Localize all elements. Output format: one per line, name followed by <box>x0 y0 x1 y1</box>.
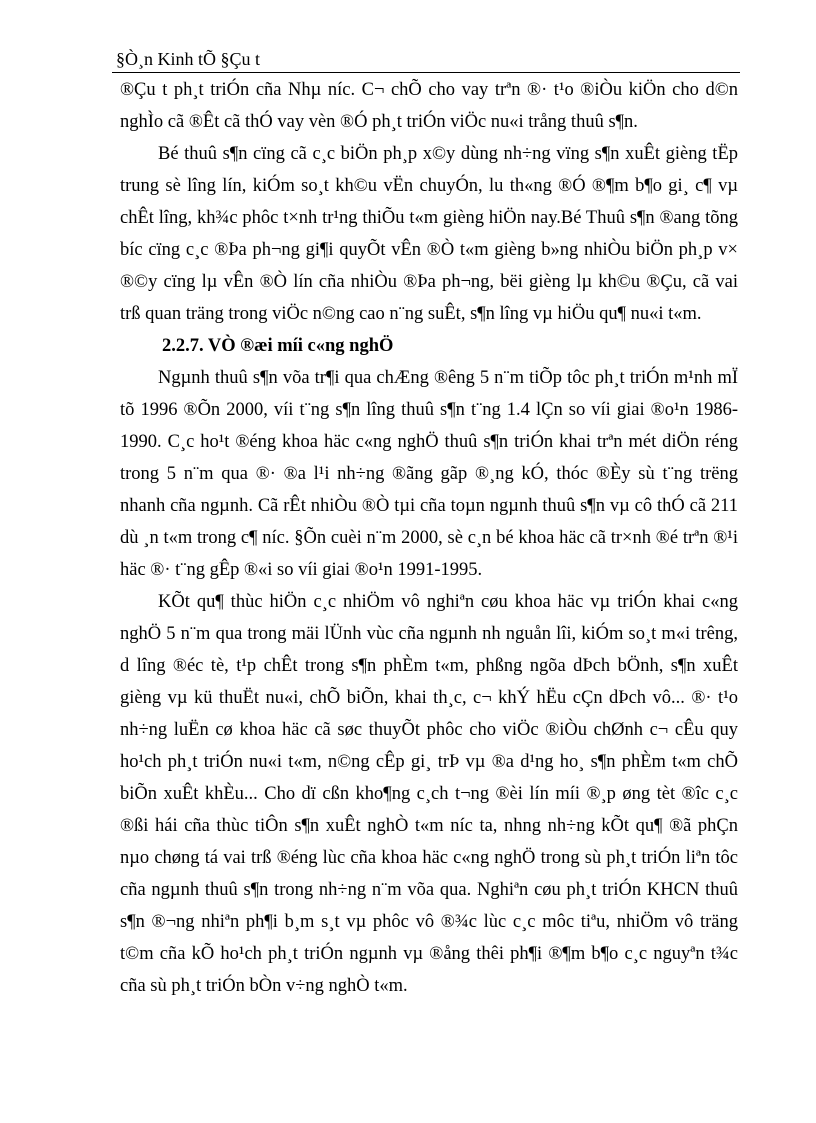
paragraph-breeding-program: Bé thuû s¶n cïng cã c¸c biÖn ph¸p x©y dùng nh÷ng vïng s¶n xuÊt gièng tËp trung sè lîng lín, kiÓm so¸t kh©u vËn chuyÓn, lu th«ng ®Ó ®¶m b¶o gi¸ c¶ vµ chÊt lîng, kh¾c phôc t×nh tr¹ng thiÕu t«m gièng hiÖn nay.Bé Thuû s¶n ®ang tõng bíc cïng c¸c ®Þa ph¬ng gi¶i quyÕt vÊn ®Ò t«m gièng b»ng nhiÒu biÖn ph¸p v× ®©y cïng lµ vÊn ®Ò lín cña nhiÒu ®Þa ph¬ng, bëi gièng lµ kh©u ®Çu, cã vai trß quan träng trong viÖc n©ng cao n¨ng suÊt, s¶n lîng vµ hiÖu qu¶ nu«i t«m. <box>120 144 738 324</box>
section-heading: 2.2.7. VÒ ®æi míi c«ng nghÖ <box>162 336 394 356</box>
paragraph-continuation: ®Çu t ph¸t triÓn cña Nhµ níc. C¬ chÕ cho vay trªn ®· t¹o ®iÒu kiÖn cho d©n nghÌo cã ®Êt cã thÓ vay vèn ®Ó ph¸t triÓn viÖc nu«i trång thuû s¶n. <box>120 80 738 132</box>
running-header: §Ò¸n Kinh tÕ §Çu t <box>116 49 260 69</box>
header-rule <box>112 72 740 73</box>
paragraph-growth: Ngµnh thuû s¶n võa tr¶i qua chÆng ®êng 5 n¨m tiÕp tôc ph¸t triÓn m¹nh mÏ tõ 1996 ®Õn 2000, víi t¨ng s¶n lîng thuû s¶n t¨ng 1.4 lÇn so víi giai ®o¹n 1986-1990. C¸c ho¹t ®éng khoa häc c«ng nghÖ thuû s¶n triÓn khai trªn mét diÖn réng trong 5 n¨m qua ®· ®a l¹i nh÷ng ®ãng gãp ®¸ng kÓ, thóc ®Èy sù t¨ng trëng nhanh cña ngµnh. Cã rÊt nhiÒu ®Ò tµi cña toµn ngµnh thuû s¶n vµ cô thÓ cã 211 dù ¸n t«m trong c¶ níc. §Õn cuèi n¨m 2000, sè c¸n bé khoa häc cã tr×nh ®é trªn ®¹i häc ®· t¨ng gÊp ®«i so víi giai ®o¹n 1991-1995. <box>120 368 738 580</box>
paragraph-results: KÕt qu¶ thùc hiÖn c¸c nhiÖm vô nghiªn cøu khoa häc vµ triÓn khai c«ng nghÖ 5 n¨m qua trong mäi lÜnh vùc cña ngµnh nh nguån lîi, kiÓm so¸t m«i trêng, d lîng ®éc tè, t¹p chÊt trong s¶n phÈm t«m, phßng ngõa dÞch bÖnh, s¶n xuÊt gièng vµ kü thuËt nu«i, chÕ biÕn, khai th¸c, c¬ khÝ hËu cÇn dÞch vô... ®· t¹o nh÷ng luËn cø khoa häc cã søc thuyÕt phôc cho viÖc ®iÒu chØnh c¬ cÊu quy ho¹ch ph¸t triÓn nu«i t«m, n©ng cÊp gi¸ trÞ vµ ®a d¹ng ho¸ s¶n phÈm t«m chÕ biÕn xuÊt khÈu... Cho dï cßn kho¶ng c¸ch t¬ng ®èi lín míi ®¸p øng tèt ®îc c¸c ®ßi hái cña thùc tiÔn s¶n xuÊt nghÒ t«m níc ta, nhng nh÷ng kÕt qu¶ ®ã phÇn nµo chøng tá vai trß ®éng lùc cña khoa häc c«ng nghÖ trong sù ph¸t triÓn liªn tôc cña ngµnh thuû s¶n trong nh÷ng n¨m võa qua. Nghiªn cøu ph¸t triÓn KHCN thuû s¶n ®¬ng nhiªn ph¶i b¸m s¸t vµ phôc vô ®¾c lùc c¸c môc tiªu, nhiÖm vô träng t©m cña kÕ ho¹ch ph¸t triÓn ngµnh vµ ®ång thêi ph¶i ®¶m b¶o c¸c nguyªn t¾c cña sù ph¸t triÓn bÒn v÷ng nghÒ t«m. <box>120 592 738 996</box>
body-text <box>120 74 738 1002</box>
